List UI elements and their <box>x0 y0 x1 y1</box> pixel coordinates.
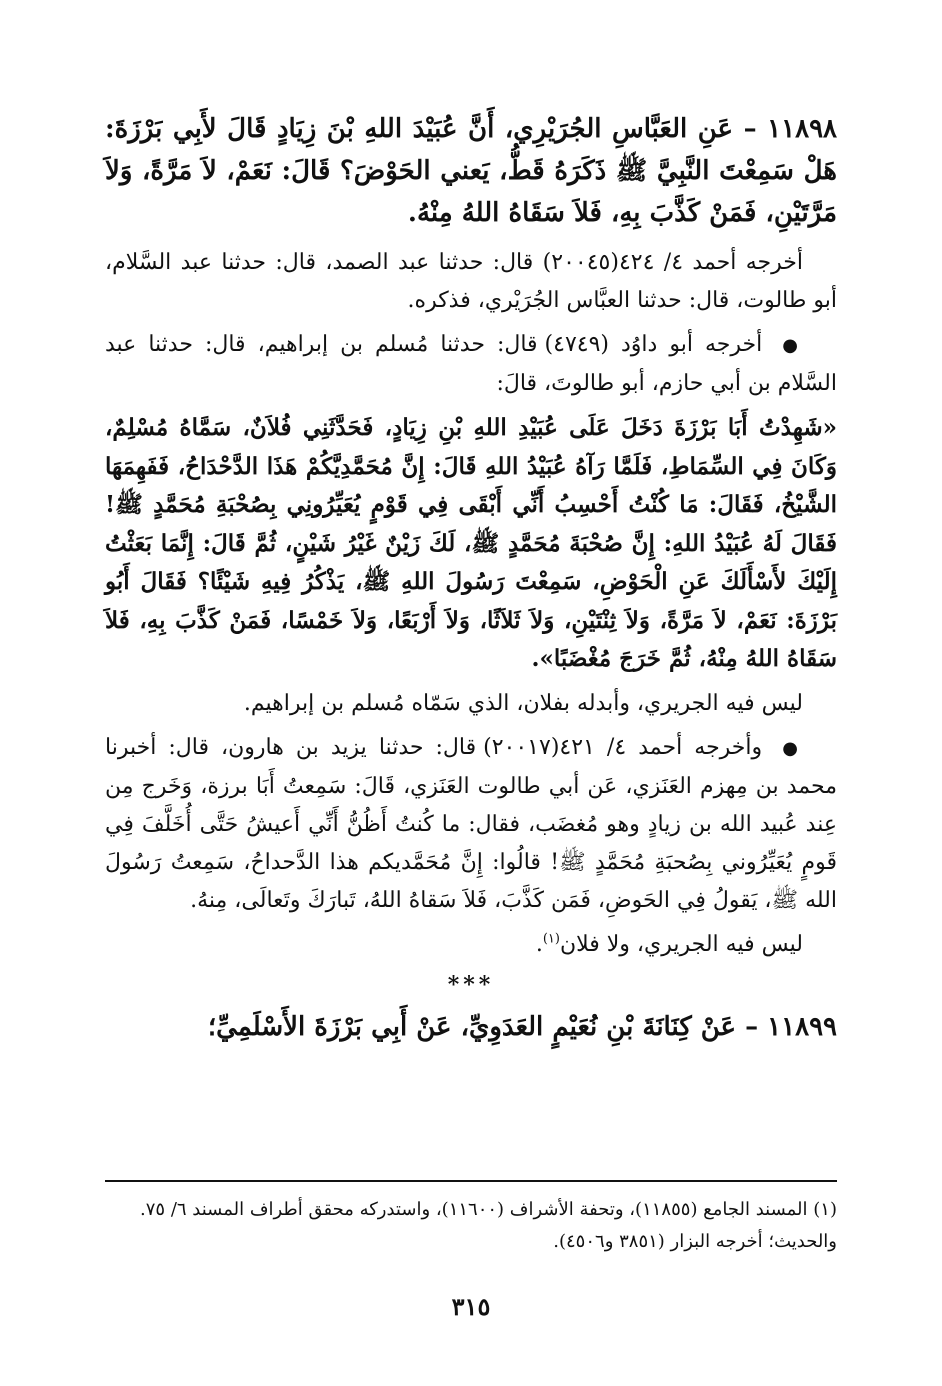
page-body <box>105 108 837 1058</box>
footnote-line: والحديث؛ أخرجه البزار (٣٨٥١ و٤٥٠٦). <box>553 1231 837 1252</box>
takhrij-text: أخرجه أبو داوُد (٤٧٤٩) قال: حدثنا مُسلم بن إبراهيم، قال: حدثنا عبد السَّلام بن أبي حازم، أبو طالوتَ، قالَ: <box>105 332 837 396</box>
takhrij-paragraph: أخرجه أحمد ٤/ ٤٢٤(٢٠٠٤٥) قال: حدثنا عبد الصمد، قال: حدثنا عبد السَّلام، أبو طالوت، قال: حدثنا العبَّاس الجُرَيْري، فذكره. <box>105 250 837 313</box>
footnote-ref[interactable]: (١) <box>542 931 560 947</box>
section-separator: *** <box>447 971 495 998</box>
takhrij-note: ليس فيه الجريري، وأبدله بفلان، الذي سَمّاه مُسلم بن إبراهيم. <box>243 690 803 716</box>
footnote-line: (١) المسند الجامع (١١٨٥٥)، وتحفة الأشراف (١١٦٠٠)، واستدركه محقق أطراف المسند ٦/ ٧٥. <box>140 1199 837 1220</box>
page-number: ٣١٥ <box>451 1292 491 1321</box>
bullet-icon: ● <box>782 737 803 759</box>
takhrij-note-text: ليس فيه الجريري، ولا فلان <box>559 931 803 957</box>
hadith-text: – عَنِ العَبَّاسِ الجُرَيْرِي، أَنَّ عُبَيْدَ اللهِ بْنَ زِيَادٍ قَالَ لأَبِي بَرْزَةَ: هَلْ سَمِعْتَ النَّبِيَّ ﷺ ذَكَرَهُ قَطُّ، يَعني الحَوْضَ؟ قَالَ: نَعَمْ، لاَ مَرَّةً، وَلاَ مَرَّتَيْنِ، فَمَنْ كَذَّبَ بِهِ، فَلاَ سَقَاهُ اللهُ مِنْهُ. <box>105 114 837 228</box>
takhrij-ahmad <box>105 729 837 920</box>
hadith-number: ١١٨٩٩ <box>767 1011 837 1042</box>
footnote-divider <box>105 1180 837 1182</box>
hadith-11898 <box>105 108 837 234</box>
hadith-number: ١١٨٩٨ <box>767 114 837 144</box>
hadith-text: – عَنْ كِنَانَةَ بْنِ نُعَيْمٍ العَدَوِيِّ، عَنْ أَبِي بَرْزَةَ الأَسْلَمِيِّ؛ <box>207 1011 759 1042</box>
hadith-quote: «شَهِدْتُ أَبَا بَرْزَةَ دَخَلَ عَلَى عُبَيْدِ اللهِ بْنِ زِيَادٍ، فَحَدَّثَنِي فُلاَنٌ، سَمَّاهُ مُسْلِمٌ، وَكَانَ فِي السِّمَاطِ، فَلَمَّا رَآهُ عُبَيْدُ اللهِ قَالَ: إِنَّ مُحَمَّدِيَّكُمْ هَذَا الدَّحْدَاحُ، فَفَهِمَهَا الشَّيْخُ، فَقَالَ: مَا كُنْتُ أَحْسِبُ أَنِّي أَبْقَى فِي قَوْمٍ يُعَيِّرُونِي بِصُحْبَةِ مُحَمَّدٍ ﷺ! فَقَالَ لَهُ عُبَيْدُ اللهِ: إِنَّ صُحْبَةَ مُحَمَّدٍ ﷺ، لَكَ زَيْنٌ غَيْرُ شَيْنٍ، ثُمَّ قَالَ: إِنَّمَا بَعَثْتُ إِلَيْكَ لأَسْأَلَكَ عَنِ الْحَوْضِ، سَمِعْتَ رَسُولَ اللهِ ﷺ، يَذْكُرُ فِيهِ شَيْئًا؟ فَقَالَ أَبُو بَرْزَةَ: نَعَمْ، لاَ مَرَّةً، وَلاَ ثِنْتَيْنِ، وَلاَ ثَلاَثًا، وَلاَ أَرْبَعًا، وَلاَ خَمْسًا، فَمَنْ كَذَّبَ بِهِ، فَلاَ سَقَاهُ اللهُ مِنْهُ، ثُمَّ خَرَجَ مُغْضَبًا». <box>105 414 837 672</box>
hadith-11899 <box>105 1006 837 1048</box>
takhrij-note <box>105 926 837 964</box>
takhrij-text: وأخرجه أحمد ٤/ ٤٢١(٢٠٠١٧) قال: حدثنا يزيد بن هارون، قال: أخبرنا محمد بن مِهزم العَنَزي، عَن أبي طالوت العَنَزي، قَالَ: سَمِعتُ أَبَا برزة، وَخَرج مِن عِند عُبيد الله بن زيادٍ وهو مُغضَب، فقال: ما كُنتُ أَظُنُّ أَنِّي أَعيشُ حَتَّى أُخَلَّفَ فِي قَومٍ يُعَيِّرُوني بِصُحبَةِ مُحَمَّدٍ ﷺ! قالُوا: إِنَّ مُحَمَّديكم هذا الدَّحداحُ، سَمِعتُ رَسُولَ الله ﷺ، يَقولُ فِي الحَوضِ، فَمَن كَذَّبَ، فَلاَ سَقاهُ اللهُ، تَبارَكَ وتَعالَى، مِنهُ. <box>105 734 837 913</box>
bullet-icon: ● <box>782 335 803 356</box>
takhrij-note-end: . <box>535 931 543 957</box>
takhrij-abu-dawud <box>105 326 837 403</box>
footnotes <box>105 1194 837 1258</box>
